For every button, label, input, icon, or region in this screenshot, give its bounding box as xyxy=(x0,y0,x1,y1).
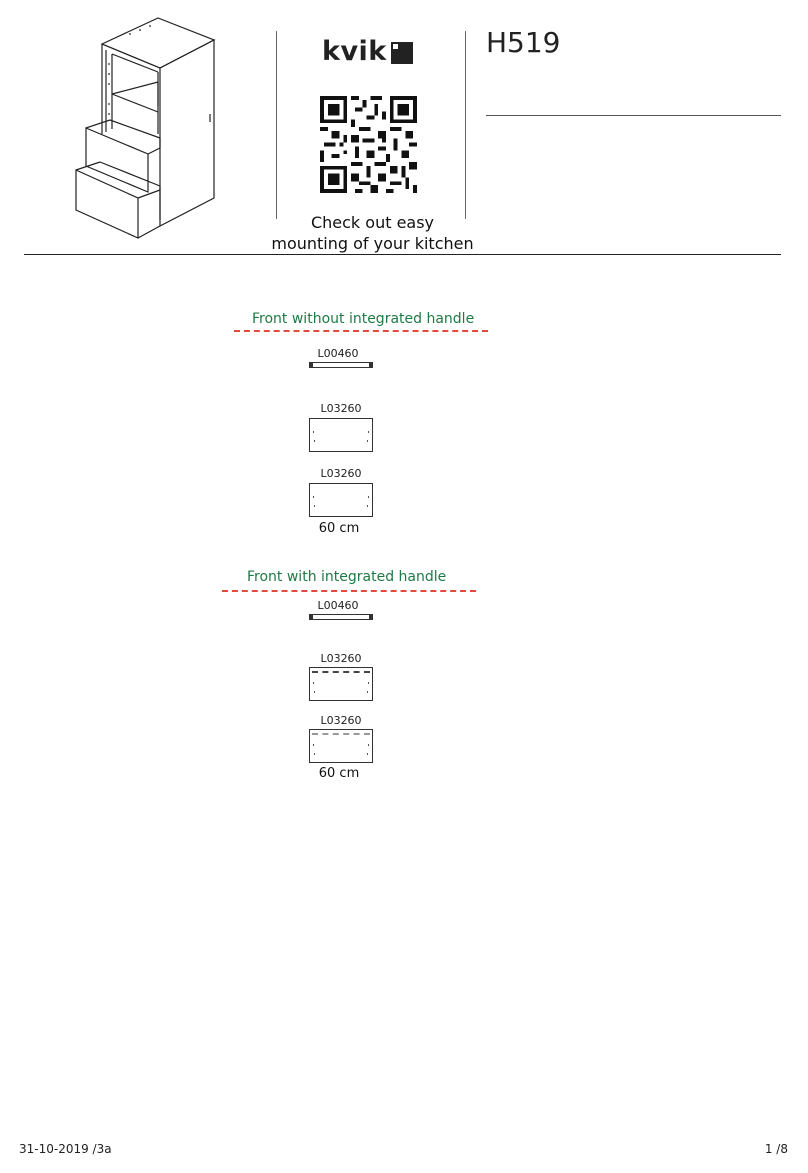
width-label: 60 cm xyxy=(318,766,360,781)
rail-part xyxy=(309,362,373,368)
section-underline-without-handle xyxy=(234,330,488,332)
part-code: L03260 xyxy=(320,467,362,480)
rail-part xyxy=(309,614,373,620)
section-title-without-handle: Front without integrated handle xyxy=(252,311,475,327)
cta-line-2: mounting of your kitchen xyxy=(271,234,474,253)
width-label: 60 cm xyxy=(318,521,360,536)
part-code: L03260 xyxy=(320,652,362,665)
cta-line-1: Check out easy xyxy=(310,213,435,232)
section-underline-with-handle xyxy=(222,590,476,592)
drawer-front-panel xyxy=(309,418,373,452)
kvik-logo-mark-icon xyxy=(391,42,413,64)
mounting-cta xyxy=(250,212,495,254)
drawer-front-panel xyxy=(309,483,373,517)
header-separator xyxy=(24,254,781,255)
part-code: L03260 xyxy=(320,402,362,415)
drawer-front-panel-with-handle xyxy=(309,667,373,701)
cabinet-illustration xyxy=(70,14,220,244)
divider-left xyxy=(276,31,277,219)
part-code: L00460 xyxy=(317,347,359,360)
brand-name: kvik xyxy=(322,36,387,67)
model-number: H519 xyxy=(486,26,561,59)
qr-code-icon[interactable] xyxy=(320,96,417,193)
part-code: L03260 xyxy=(320,714,362,727)
drawer-front-panel-with-handle xyxy=(309,729,373,763)
kvik-logo xyxy=(322,38,413,65)
model-underline xyxy=(486,115,781,116)
part-code: L00460 xyxy=(317,599,359,612)
divider-right xyxy=(465,31,466,219)
document-date-revision: 31-10-2019 /3a xyxy=(19,1142,112,1156)
page-number: 1 /8 xyxy=(764,1142,788,1156)
section-title-with-handle: Front with integrated handle xyxy=(247,569,447,585)
